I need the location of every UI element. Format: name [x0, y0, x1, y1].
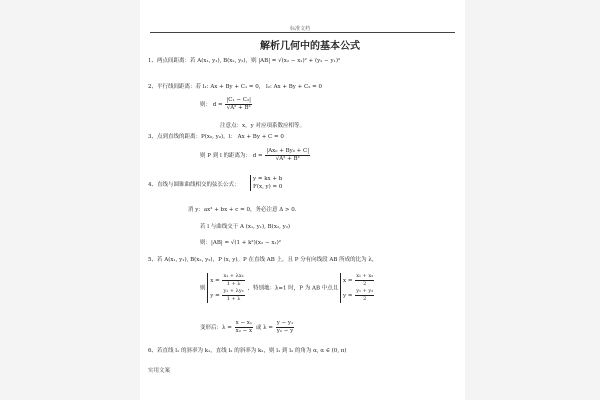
item-4-intersect: 若 l 与曲线交于 A (x₁, y₁), B(x₂, y₂) — [200, 224, 291, 230]
item-2-denominator: √A² + B² — [226, 105, 251, 111]
header-rule — [150, 32, 455, 33]
item-5 — [148, 255, 377, 263]
item-5-variant — [200, 320, 295, 335]
item-3 — [148, 132, 284, 140]
item-5-lead: 则 — [200, 285, 206, 292]
item-5-brace-general — [207, 273, 245, 303]
item-5-x-label: x = — [210, 278, 220, 284]
item-4-num: 4、 — [148, 182, 157, 188]
item-2-fraction — [225, 97, 252, 112]
item-3-formula-prefix: 则 P 到 l 的距离为： d = — [200, 153, 263, 159]
item-2-num: 2、 — [148, 84, 157, 90]
item-3-numerator: |Ax₀ + By₀ + C| — [266, 148, 310, 154]
item-4-eliminate: 消 y：ax² + bx + c = 0，务必注意 Δ > 0. — [188, 207, 297, 213]
item-6-num: 6、 — [148, 348, 157, 354]
item-2-formula — [200, 97, 253, 112]
item-1-text: 两点间距离：若 A(x₁, y₁), B(x₂, y₂)，则 |AB| = √(x₂ − x₁)² + (y₂ − y₁)² — [157, 58, 341, 64]
item-5-mid-x-numerator: x₁ + x₂ — [356, 273, 374, 279]
item-5-variant-or: 或 λ = — [255, 325, 273, 331]
item-2-text: 平行线间距离：若 l₁: Ax + By + C₁ = 0， l₂: Ax + By + C₂ = 0 — [157, 84, 323, 90]
item-6-text: 若直线 l₁ 的斜率为 k₁，直线 l₂ 的斜率为 k₂，则 l₁ 到 l₂ 的角为 α, α ∈ (0, π) — [157, 348, 347, 354]
item-5-y-fraction — [222, 288, 244, 303]
item-5-mid-text: ，特别地：λ=1 时，P 为 AB 中点且 — [247, 285, 339, 292]
item-5-variant-frac-2-numerator: y − y₁ — [276, 320, 294, 326]
item-5-variant-frac-2-denominator: y₂ − y — [276, 328, 294, 334]
item-4-brace — [250, 175, 282, 191]
item-5-mid-x — [343, 273, 375, 288]
item-3-num: 3、 — [148, 134, 157, 140]
item-5-y-numerator: y₁ + λy₂ — [223, 288, 244, 294]
document-page — [140, 0, 465, 400]
item-3-text: 点到直线的距离：P(x₀, y₀)，l： Ax + By + C = 0 — [157, 134, 284, 140]
item-5-variant-label: 变形后：λ = — [200, 325, 232, 331]
footer-text: 实用文案 — [148, 368, 171, 374]
item-1 — [148, 56, 340, 64]
item-5-y-label: y = — [210, 293, 220, 299]
item-2-note: 注意点：x，y 对应项系数应相等。 — [220, 123, 305, 129]
item-5-x-formula — [210, 273, 245, 288]
item-2 — [148, 82, 322, 90]
item-5-y-denominator: 1 + λ — [226, 296, 241, 302]
item-4-chord: 则：|AB| = √(1 + k²)(x₂ − x₁)² — [200, 240, 281, 246]
item-4-sys-line1: y = kx + b — [253, 176, 283, 182]
item-5-variant-frac-1-denominator: x₂ − x — [235, 328, 253, 334]
item-5-mid-x-label: x = — [343, 278, 353, 284]
item-5-variant-frac-2 — [276, 320, 295, 335]
item-3-fraction — [265, 148, 310, 163]
item-5-variant-frac-1 — [235, 320, 254, 335]
item-1-num: 1、 — [148, 58, 157, 64]
item-4-text: 直线与圆锥曲线相交的弦长公式： — [157, 182, 240, 188]
item-5-x-denominator: 1 + λ — [226, 281, 241, 287]
page-title: 解析几何中的基本公式 — [260, 41, 360, 52]
item-5-y-formula — [210, 288, 245, 303]
item-4-system — [250, 175, 282, 191]
item-3-denominator: √A² + B² — [275, 156, 300, 162]
item-4 — [148, 180, 240, 188]
item-4-sys-line2: F(x, y) = 0 — [253, 184, 283, 190]
item-5-mid-y-denominator: 2 — [363, 296, 367, 302]
item-5-x-numerator: x₁ + λx₂ — [223, 273, 244, 279]
item-5-mid-x-denominator: 2 — [363, 281, 367, 287]
item-5-num: 5、 — [148, 257, 157, 263]
item-5-brace-midpoint — [340, 273, 375, 303]
item-2-numerator: |C₁ − C₂| — [226, 97, 252, 103]
item-5-formula — [200, 273, 375, 303]
item-5-variant-frac-1-numerator: x − x₁ — [235, 320, 253, 326]
item-2-formula-prefix: 则： d = — [200, 102, 223, 108]
item-5-mid-x-fraction — [355, 273, 374, 288]
item-3-formula — [200, 148, 311, 163]
item-6 — [148, 346, 347, 354]
item-5-x-fraction — [222, 273, 244, 288]
item-5-mid-y — [343, 288, 375, 303]
header-tag: 标准文档 — [290, 26, 311, 32]
item-5-mid-y-fraction — [355, 288, 374, 303]
item-5-mid-y-label: y = — [343, 293, 353, 299]
item-5-mid-y-numerator: y₁ + y₂ — [356, 288, 374, 294]
item-5-text: 若 A(x₁, y₁), B(x₂, y₂)，P (x, y)。P 在直线 AB 上，且 P 分有向线段 AB 所成的比为 λ， — [157, 257, 378, 263]
